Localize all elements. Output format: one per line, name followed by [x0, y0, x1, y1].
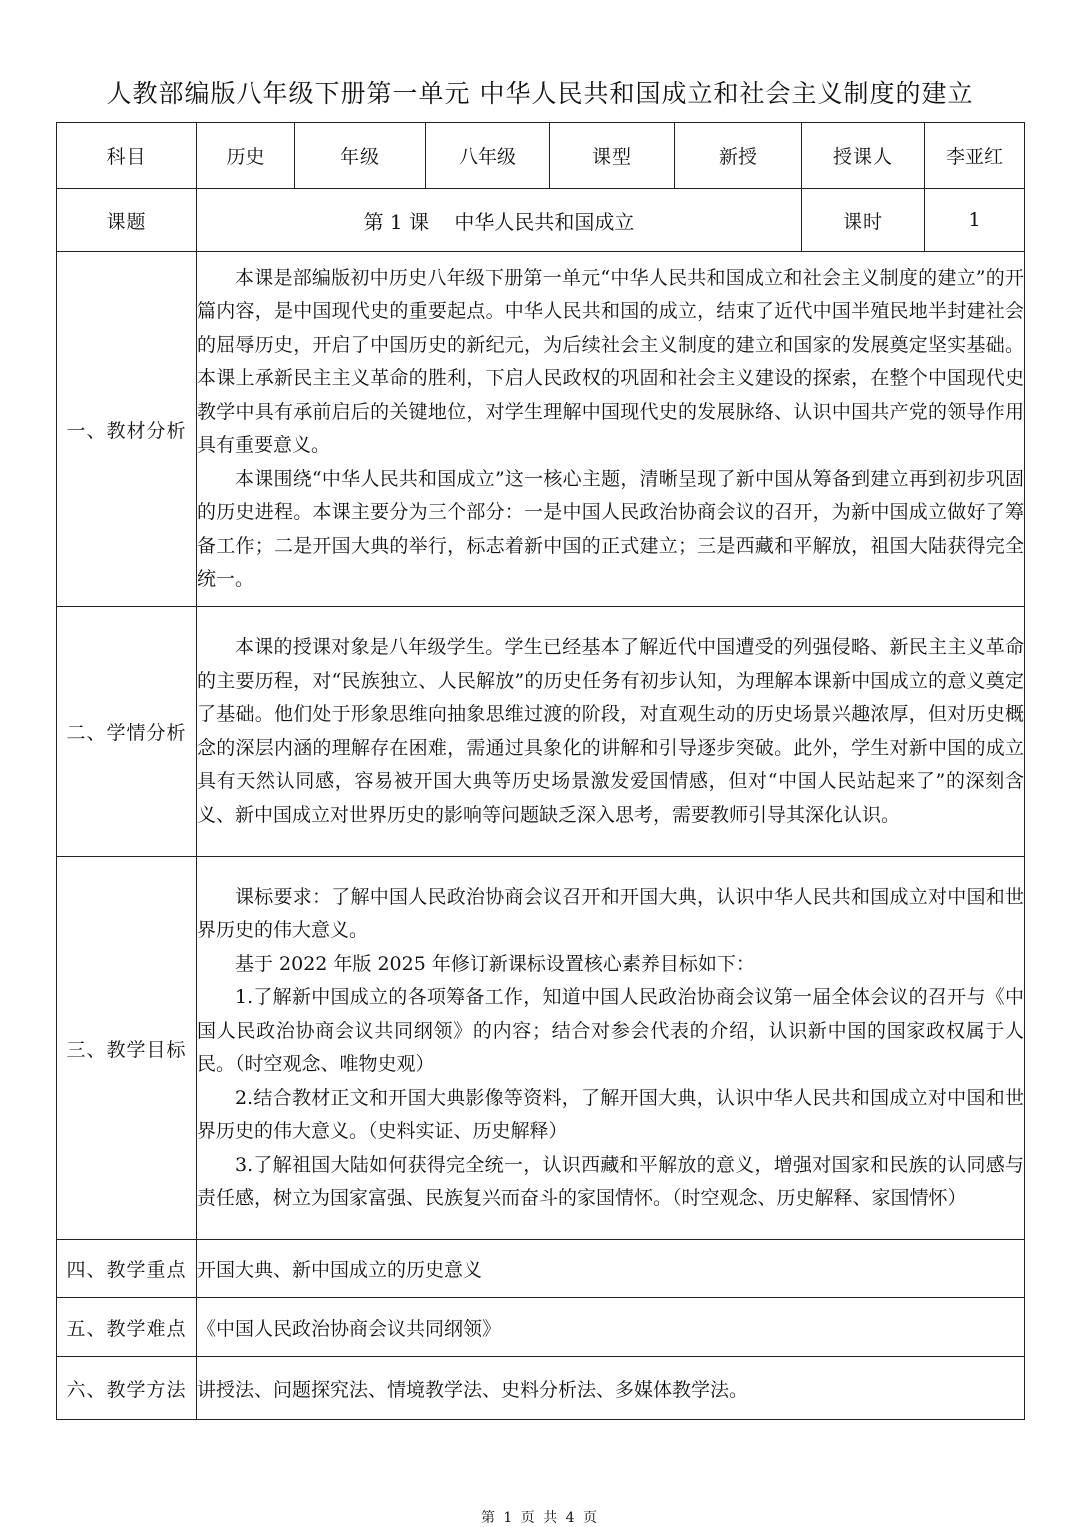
methods-row	[57, 1357, 1025, 1420]
lesson-type-label: 课型	[550, 123, 675, 189]
topic-label: 课题	[57, 189, 197, 252]
document-title: 人教部编版八年级下册第一单元 中华人民共和国成立和社会主义制度的建立	[106, 79, 974, 108]
core-literacy-intro: 基于 2022 年版 2025 年修订新课标设置核心素养目标如下：	[235, 952, 755, 975]
learner-analysis-label: 二、学情分析	[57, 607, 197, 857]
hours-label: 课时	[802, 189, 925, 252]
info-row	[57, 123, 1025, 189]
grade-value: 八年级	[426, 123, 550, 189]
learner-analysis-paragraph-1: 本课的授课对象是八年级学生。学生已经基本了解近代中国遭受的列强侵略、新民主主义革命的主要历程，对“民族独立、人民解放”的历史任务有初步认知，为理解本课新中国成立的意义奠定了基础。他们处于形象思维向抽象思维过渡的阶段，对直观生动的历史场景兴趣浓厚，但对历史概念的深层内涵的理解存在困难，需通过具象化的讲解和引导逐步突破。此外，学生对新中国的成立具有天然认同感，容易被开国大典等历史场景激发爱国情感，但对“中国人民站起来了”的深刻含义、新中国成立对世界历史的影响等问题缺乏深入思考，需要教师引导其深化认识。	[197, 636, 1024, 826]
key-points-label: 四、教学重点	[57, 1240, 197, 1298]
subject-value: 历史	[197, 123, 295, 189]
textbook-analysis-content	[197, 252, 1025, 607]
page-footer: 第 1 页 共 4 页	[480, 1510, 600, 1526]
hours-value: 1	[925, 189, 1025, 252]
lesson-type-value: 新授	[675, 123, 802, 189]
difficulties-row	[57, 1298, 1025, 1357]
teacher-value: 李亚红	[925, 123, 1025, 189]
teaching-goals-row	[57, 857, 1025, 1240]
textbook-analysis-row	[57, 252, 1025, 607]
textbook-analysis-paragraph-2: 本课围绕“中华人民共和国成立”这一核心主题，清晰呈现了新中国从筹备到建立再到初步巩固的历史进程。本课主要分为三个部分：一是中国人民政治协商会议的召开，为新中国成立做好了筹备工作；二是开国大典的举行，标志着新中国的正式建立；三是西藏和平解放，祖国大陆获得完全统一。	[197, 467, 1024, 590]
methods-label: 六、教学方法	[57, 1357, 197, 1420]
key-points-row	[57, 1240, 1025, 1298]
textbook-analysis-paragraph-1: 本课是部编版初中历史八年级下册第一单元“中华人民共和国成立和社会主义制度的建立”的开篇内容，是中国现代史的重要起点。中华人民共和国的成立，结束了近代中国半殖民地半封建社会的屈辱历史，开启了中国历史的新纪元，为后续社会主义制度的建立和国家的发展奠定坚实基础。本课上承新民主主义革命的胜利，下启人民政权的巩固和社会主义建设的探索，在整个中国现代史教学中具有承前启后的关键地位，对学生理解中国现代史的发展脉络、认识中国共产党的领导作用具有重要意义。	[197, 266, 1024, 456]
textbook-analysis-label: 一、教材分析	[57, 252, 197, 607]
topic-value: 第 1 课 中华人民共和国成立	[197, 189, 802, 252]
methods-value: 讲授法、问题探究法、情境教学法、史料分析法、多媒体教学法。	[197, 1357, 1025, 1420]
curriculum-requirement: 课标要求：了解中国人民政治协商会议召开和开国大典，认识中华人民共和国成立对中国和世界历史的伟大意义。	[197, 885, 1024, 941]
key-points-value: 开国大典、新中国成立的历史意义	[197, 1240, 1025, 1298]
teacher-label: 授课人	[802, 123, 925, 189]
subject-label: 科目	[57, 123, 197, 189]
topic-row	[57, 189, 1025, 252]
learner-analysis-content	[197, 607, 1025, 857]
grade-label: 年级	[295, 123, 426, 189]
difficulties-value: 《中国人民政治协商会议共同纲领》	[197, 1298, 1025, 1357]
goal-item-3: 3.了解祖国大陆如何获得完全统一，认识西藏和平解放的意义，增强对国家和民族的认同感与责任感，树立为国家富强、民族复兴而奋斗的家国情怀。（时空观念、历史解释、家国情怀）	[197, 1153, 1024, 1209]
teaching-goals-label: 三、教学目标	[57, 857, 197, 1240]
lesson-plan-table	[56, 122, 1025, 1420]
goal-item-1: 1.了解新中国成立的各项筹备工作，知道中国人民政治协商会议第一届全体会议的召开与《中国人民政治协商会议共同纲领》的内容；结合对参会代表的介绍，认识新中国的国家政权属于人民。（时空观念、唯物史观）	[197, 986, 1024, 1075]
learner-analysis-row	[57, 607, 1025, 857]
difficulties-label: 五、教学难点	[57, 1298, 197, 1357]
goal-item-2: 2.结合教材正文和开国大典影像等资料，了解开国大典，认识中华人民共和国成立对中国和世界历史的伟大意义。（史料实证、历史解释）	[197, 1086, 1024, 1142]
teaching-goals-content	[197, 857, 1025, 1240]
